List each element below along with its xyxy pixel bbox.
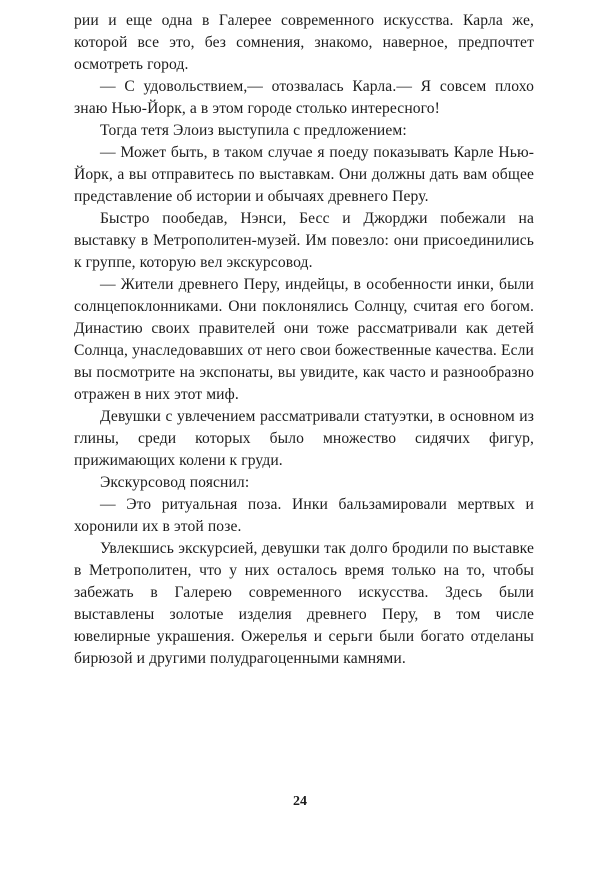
paragraph-4: — Может быть, в таком случае я поеду показывать Карле Нью-Йорк, а вы отправитесь по выставкам. Они должны дать вам общее представление об истории и обычаях древнего Перу. (74, 144, 534, 205)
paragraph-8: Экскурсовод пояснил: (100, 474, 250, 491)
paragraph-5: Быстро пообедав, Нэнси, Бесс и Джорджи побежали на выставку в Метрополитен-музей. Им повезло: они присоединились к группе, которую вел экскурсовод. (74, 210, 534, 271)
body-text (74, 10, 534, 670)
paragraph-1: рии и еще одна в Галерее современного искусства. Карла же, которой все это, без сомнения, знакомо, наверное, предпочтет осмотреть город. (74, 12, 534, 73)
paragraph-10: Увлекшись экскурсией, девушки так долго бродили по выставке в Метрополитен, что у них осталось время только на то, чтобы забежать в Галерею современного искусства. Здесь были выставлены золотые изделия древнего Перу, в том числе ювелирные украшения. Ожерелья и серьги были богато отделаны бирюзой и другими полудрагоценными камнями. (74, 540, 534, 667)
paragraph-6: — Жители древнего Перу, индейцы, в особенности инки, были солнцепоклонниками. Они поклонялись Солнцу, считая его богом. Династию своих правителей они тоже рассматривали как детей Солнца, унаследовавших от него свои божественные качества. Если вы посмотрите на экспонаты, вы увидите, как часто и разнообразно отражен в них этот миф. (74, 276, 534, 403)
paragraph-9: — Это ритуальная поза. Инки бальзамировали мертвых и хоронили их в этой позе. (74, 496, 534, 535)
page-number: 24 (293, 794, 307, 809)
paragraph-2: — С удовольствием,— отозвалась Карла.— Я совсем плохо знаю Нью-Йорк, а в этом городе столько интересного! (74, 78, 534, 117)
paragraph-7: Девушки с увлечением рассматривали статуэтки, в основном из глины, среди которых было множество сидячих фигур, прижимающих колени к груди. (74, 408, 534, 469)
paragraph-3: Тогда тетя Элоиз выступила с предложением: (100, 122, 407, 139)
